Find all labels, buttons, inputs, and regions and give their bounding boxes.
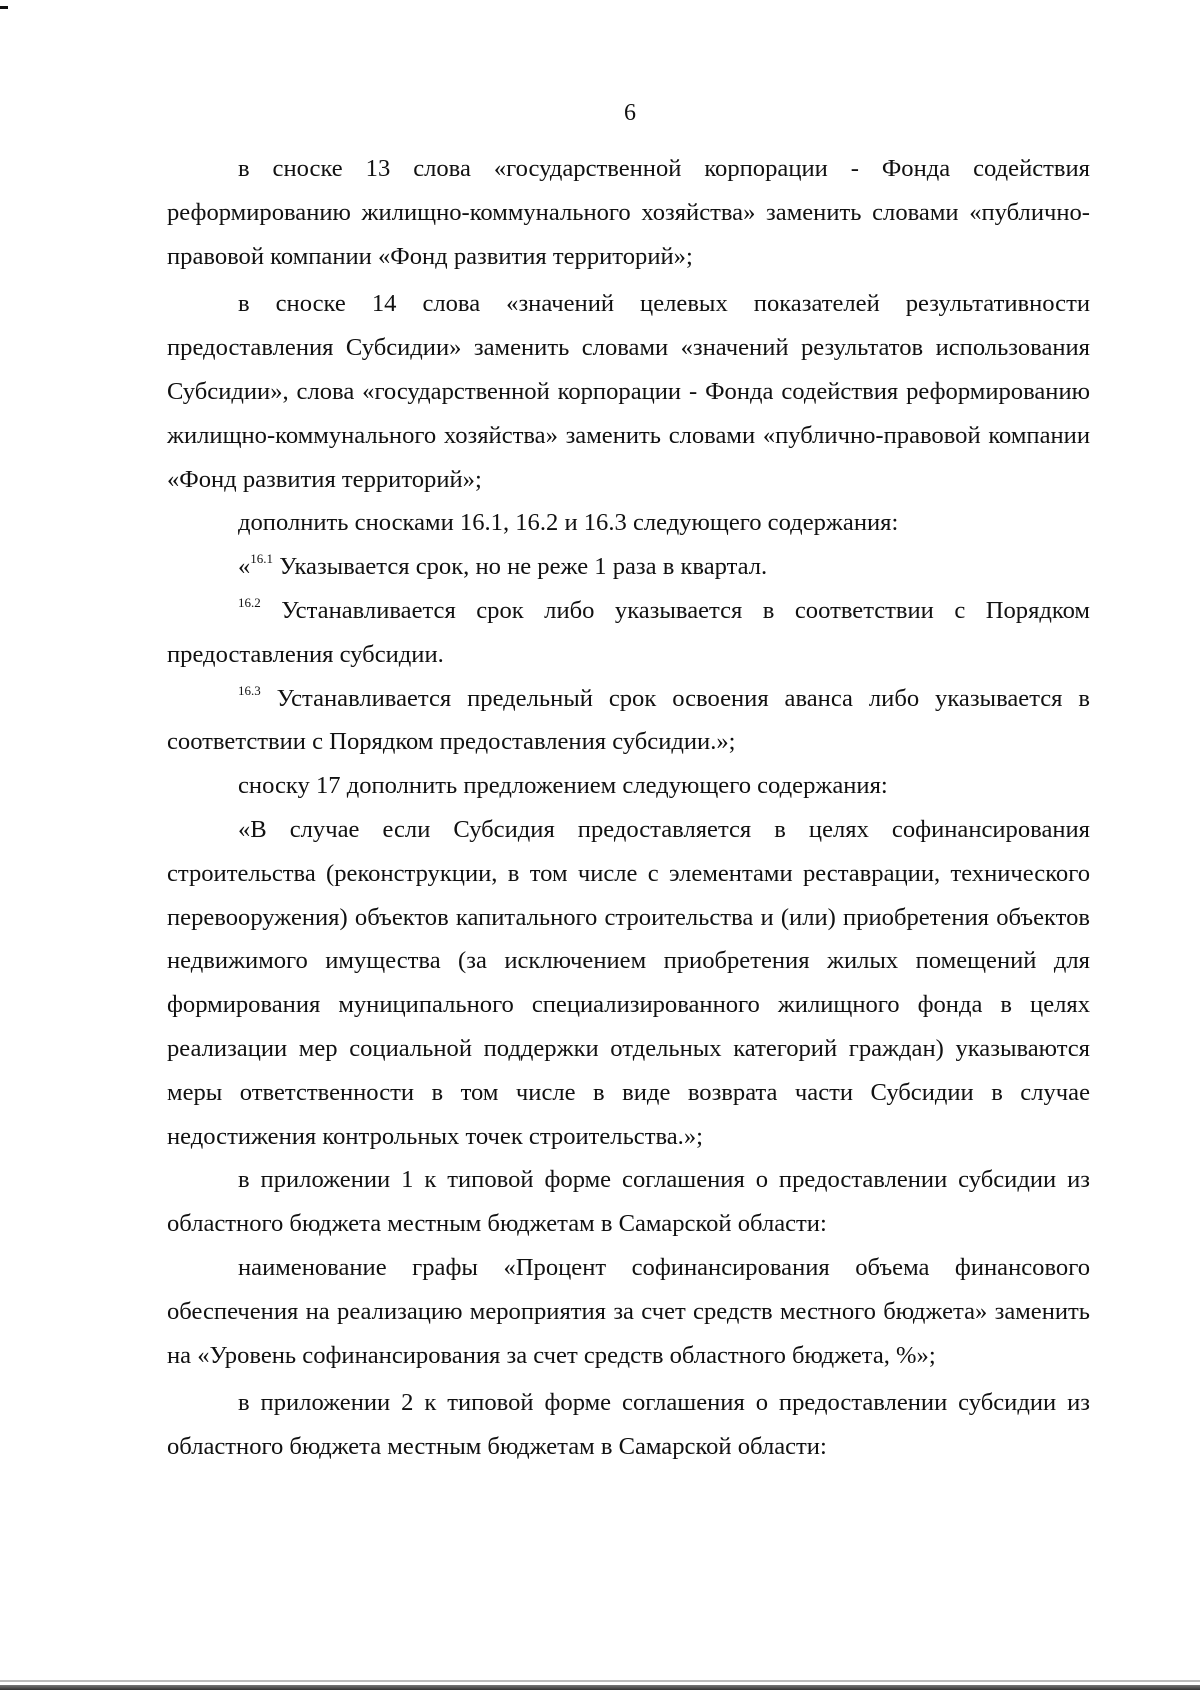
paragraph-appendix-1: в приложении 1 к типовой форме соглашения о предоставлении субсидии из областного бюджета местным бюджетам в Самарской области: [167, 1166, 1090, 1238]
scan-artifact-mark [0, 6, 8, 9]
scan-bottom-edge-light [0, 1680, 1200, 1682]
footnote-16-2-text: Устанавливается срок либо указывается в соответствии с Порядком предоставления субсидии. [167, 596, 1090, 668]
paragraph-column-name: наименование графы «Процент софинансирования объема финансового обеспечения на реализацию мероприятия за счет средств местного бюджета» заменить на «Уровень софинансирования за счет средств областного бюджета, %»; [167, 1253, 1090, 1369]
paragraph-footnote-17: сноску 17 дополнить предложением следующего содержания: [238, 772, 888, 800]
document-body [167, 147, 1090, 1469]
page-number: 6 [624, 100, 636, 126]
footnote-marker-16-3: 16.3 [238, 682, 261, 698]
footnote-marker-16-2: 16.2 [238, 594, 261, 610]
footnote-16-3 [167, 677, 1090, 765]
paragraph-footnote-14: в сноске 14 слова «значений целевых показателей результативности предоставления Субсидии» заменить словами «значений результатов использования Субсидии», слова «государственной корпорации - Фонда содействия реформированию жилищно-коммунального хозяйства» заменить словами «публично-правовой компании «Фонд развития территорий»; [167, 290, 1090, 493]
scan-bottom-edge [0, 1685, 1200, 1690]
footnote-marker-16-1: 16.1 [250, 551, 274, 567]
footnote-16-1-text: Указывается срок, но не реже 1 раза в квартал. [273, 553, 768, 581]
quote-open: « [238, 553, 251, 581]
paragraph-appendix-2: в приложении 2 к типовой форме соглашения о предоставлении субсидии из областного бюджета местным бюджетам в Самарской области: [167, 1389, 1090, 1461]
footnote-16-2 [167, 589, 1090, 677]
paragraph-footnote-13: в сноске 13 слова «государственной корпорации - Фонда содействия реформированию жилищно-коммунального хозяйства» заменить словами «публично-правовой компании «Фонд развития территорий»; [167, 155, 1090, 270]
paragraph-footnote-17-content: «В случае если Субсидия предоставляется в целях софинансирования строительства (реконструкции, в том числе с элементами реставрации, технического перевооружения) объектов капитального строительства и (или) приобретения объектов недвижимого имущества (за исключением приобретения жилых помещений для формирования муниципального специализированного жилищного фонда в целях реализации мер социальной поддержки отдельных категорий граждан) указываются меры ответственности в том числе в виде возврата части Субсидии в случае недостижения контрольных точек строительства.»; [167, 815, 1090, 1150]
footnote-16-1 [167, 545, 1090, 589]
paragraph-add-footnotes: дополнить сносками 16.1, 16.2 и 16.3 следующего содержания: [238, 509, 899, 537]
footnote-16-3-text: Устанавливается предельный срок освоения аванса либо указывается в соответствии с Порядком предоставления субсидии.»; [167, 684, 1090, 756]
